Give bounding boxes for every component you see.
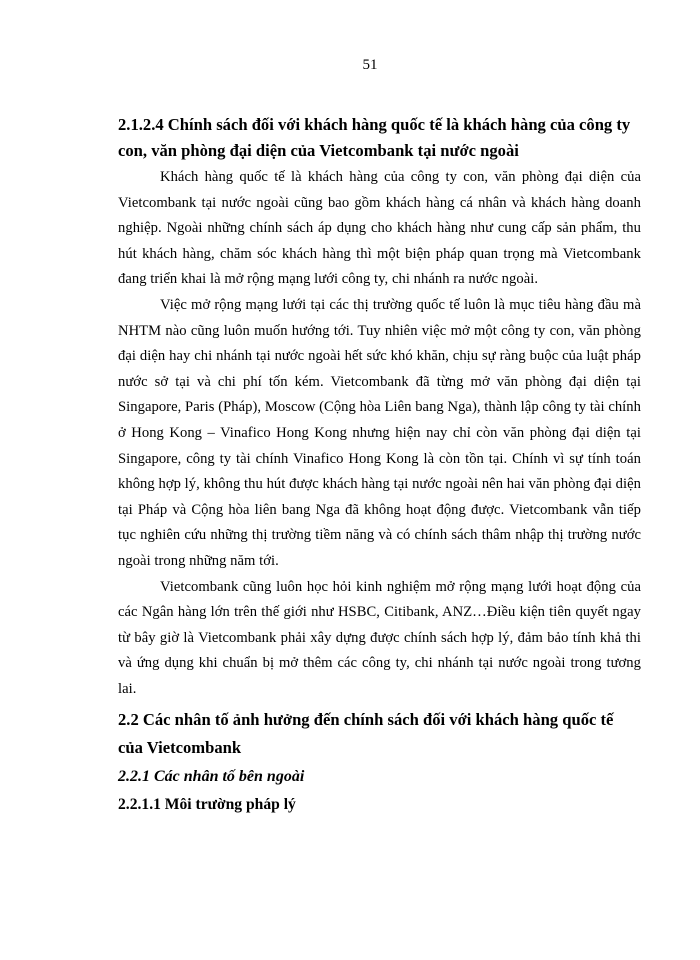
paragraph-3: Vietcombank cũng luôn học hỏi kinh nghiệm mở rộng mạng lưới hoạt động của các Ngân hàng lớn trên thế giới như HSBC, Citibank, ANZ…Điều kiện tiên quyết ngay từ bây giờ là Vietcombank phải xây dựng được chính sách hợp lý, đảm bảo tính khả thi và ứng dụng khi chuẩn bị mở thêm các công ty, chi nhánh tại nước ngoài trong tương lai. — [118, 578, 641, 697]
section-heading-2-2: 2.2 Các nhân tố ảnh hưởng đến chính sách đối với khách hàng quốc tế của Vietcombank — [118, 710, 614, 758]
document-body — [118, 112, 641, 819]
page-number: 51 — [362, 57, 378, 73]
section-heading-2-2-1: 2.2.1 Các nhân tố bên ngoài — [118, 768, 305, 786]
section-heading-2-1-2-4: 2.1.2.4 Chính sách đối với khách hàng quốc tế là khách hàng của công ty con, văn phòng đại diện của Vietcombank tại nước ngoài — [118, 115, 631, 160]
paragraph-2: Việc mở rộng mạng lưới tại các thị trường quốc tế luôn là mục tiêu hàng đầu mà NHTM nào cũng luôn muốn hướng tới. Tuy nhiên việc mở một công ty con, văn phòng đại diện hay chi nhánh tại nước ngoài hết sức khó khăn, chịu sự ràng buộc của luật pháp nước sở tại và chi phí tốn kém. Vietcombank đã từng mở văn phòng đại diện tại Singapore, Paris (Pháp), Moscow (Cộng hòa Liên bang Nga), thành lập công ty tài chính ở Hong Kong – Vinafico Hong Kong nhưng hiện nay chỉ còn văn phòng đại diện tại Singapore, công ty tài chính Vinafico Hong Kong là còn tồn tại. Chính vì sự tính toán không hợp lý, không thu hút được khách hàng tại nước ngoài nên hai văn phòng đại diện tại Pháp và Cộng hòa liên bang Nga đã không hoạt động được. Vietcombank vẫn tiếp tục nghiên cứu những thị trường tiềm năng và có chính sách thâm nhập thị trường nước ngoài trong những năm tới. — [118, 296, 641, 569]
section-heading-2-2-1-1: 2.2.1.1 Môi trường pháp lý — [118, 796, 296, 814]
paragraph-1: Khách hàng quốc tế là khách hàng của công ty con, văn phòng đại diện của Vietcombank tại nước ngoài cũng bao gồm khách hàng cá nhân và khách hàng doanh nghiệp. Ngoài những chính sách áp dụng cho khách hàng như cung cấp sản phẩm, thu hút khách hàng, chăm sóc khách hàng thì một biện pháp quan trọng mà Vietcombank đang triển khai là mở rộng mạng lưới công ty, chi nhánh ra nước ngoài. — [118, 169, 641, 288]
